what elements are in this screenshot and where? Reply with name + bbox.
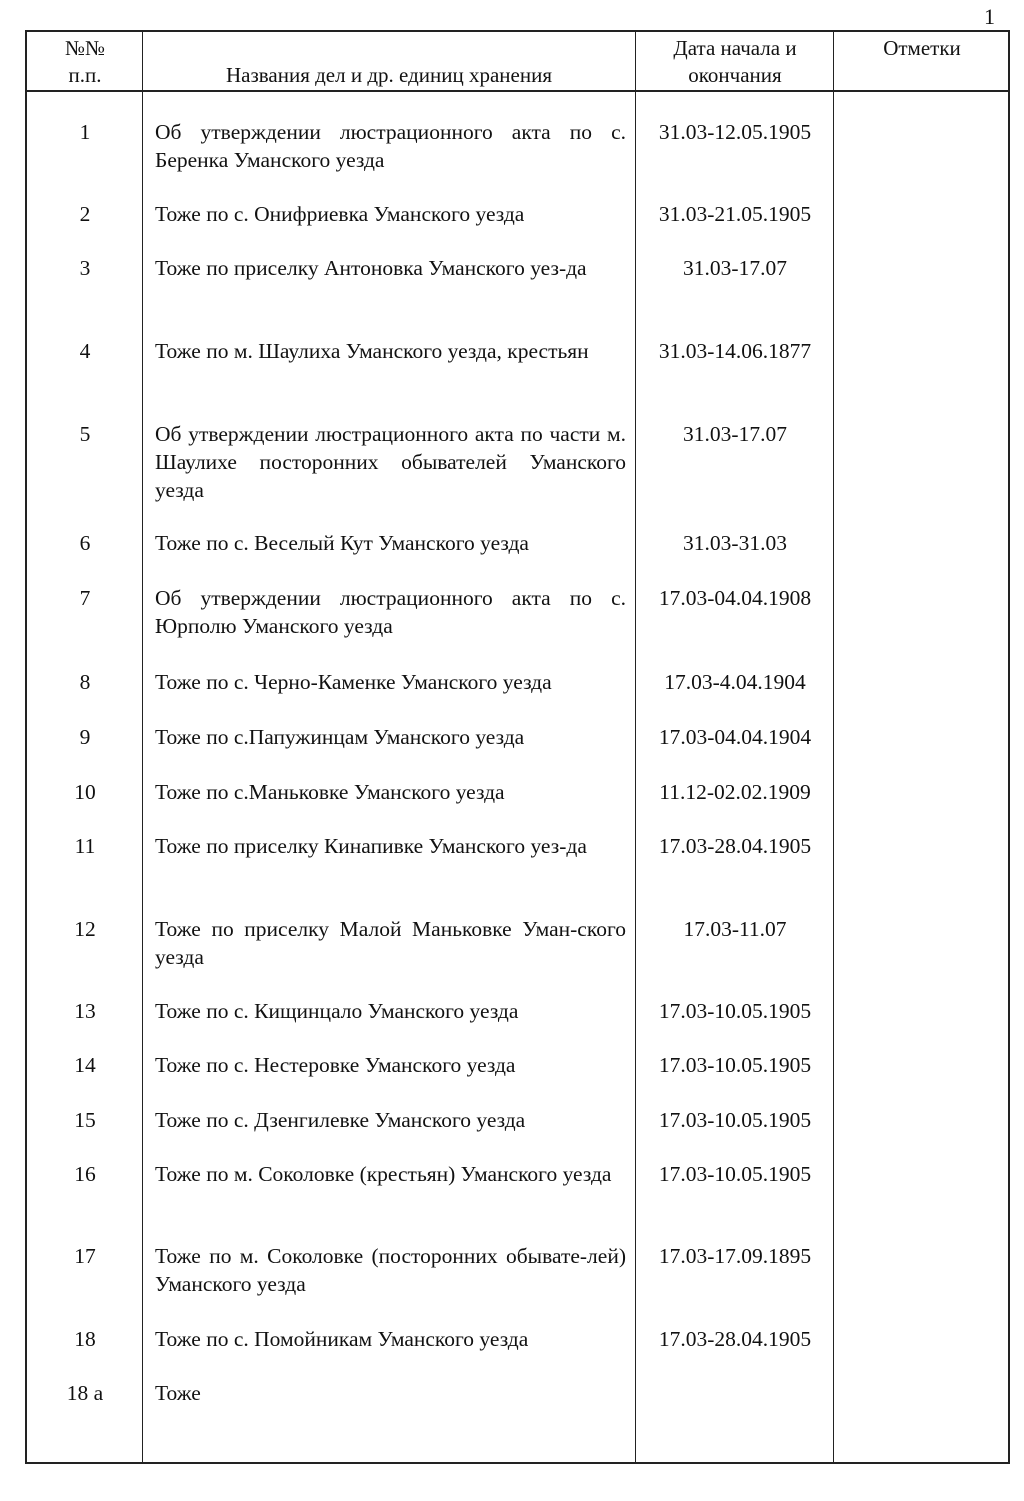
row-dates: 17.03-04.04.1908 [658,586,812,610]
row-dates: 17.03-10.05.1905 [658,1108,812,1132]
header-dates-line2: окончания [688,63,782,87]
row-title: Тоже по м. Соколовке (посторонних обывате-лей) Уманского уезда [155,1244,626,1296]
row-number: 18 [74,1327,96,1351]
row-dates: 17.03-28.04.1905 [658,1327,812,1351]
row-number: 2 [79,202,91,226]
row-number: 3 [79,256,91,280]
row-number: 4 [79,339,91,363]
row-title: Тоже [155,1381,201,1405]
row-dates: 17.03-11.07 [683,917,787,941]
row-title: Об утверждении люстрационного акта по части м. Шаулихе посторонних обывателей Уманского уезда [155,422,626,502]
row-title: Тоже по с.Папужинцам Уманского уезда [155,725,525,749]
row-dates: 17.03-10.05.1905 [658,1162,812,1186]
header-notes: Отметки [883,36,961,60]
row-title: Тоже по с. Помойникам Уманского уезда [155,1327,529,1351]
row-dates: 31.03-12.05.1905 [658,120,812,144]
row-number: 14 [74,1053,96,1077]
row-dates: 17.03-10.05.1905 [658,1053,812,1077]
inventory-table [25,30,1010,1464]
row-number: 5 [79,422,91,446]
row-dates: 11.12-02.02.1909 [659,780,811,804]
row-dates: 31.03-14.06.1877 [658,339,812,363]
row-number: 15 [74,1108,96,1132]
row-title: Тоже по с. Онифриевка Уманского уезда [155,202,525,226]
row-title: Тоже по с. Нестеровке Уманского уезда [155,1053,516,1077]
header-title: Названия дел и др. единиц хранения [226,63,552,87]
header-divider [27,90,1008,92]
row-number: 12 [74,917,96,941]
row-title: Тоже по с. Веселый Кут Уманского уезда [155,531,529,555]
row-dates: 17.03-4.04.1904 [664,670,806,694]
row-dates: 17.03-28.04.1905 [658,834,812,858]
page-number: 1 [984,4,995,29]
row-title: Об утверждении люстрационного акта по с. Беренка Уманского уезда [155,120,626,172]
row-title: Тоже по с. Черно-Каменке Уманского уезда [155,670,552,694]
header-number-line2: п.п. [68,63,102,87]
row-title: Тоже по м. Соколовке (крестьян) Уманского уезда [155,1162,612,1186]
row-title: Тоже по с.Маньковке Уманского уезда [155,780,505,804]
row-number: 16 [74,1162,96,1186]
row-dates: 31.03-17.07 [683,256,787,280]
row-title: Тоже по м. Шаулиха Уманского уезда, крестьян [155,339,589,363]
row-title: Тоже по с. Кищинцало Уманского уезда [155,999,519,1023]
row-title: Тоже по с. Дзенгилевке Уманского уезда [155,1108,526,1132]
row-title: Об утверждении люстрационного акта по с. Юрполю Уманского уезда [155,586,626,638]
row-number: 17 [74,1244,96,1268]
row-dates: 31.03-31.03 [683,531,787,555]
column-divider [635,32,636,1462]
row-title: Тоже по приселку Малой Маньковке Уман-ского уезда [155,917,626,969]
row-number: 8 [79,670,91,694]
row-number: 9 [79,725,91,749]
header-dates [636,35,834,89]
row-number: 11 [74,834,96,858]
row-number: 6 [79,531,91,555]
header-dates-line1: Дата начала и [673,36,797,60]
row-dates: 17.03-10.05.1905 [658,999,812,1023]
row-number: 18 а [66,1381,104,1405]
row-dates: 17.03-04.04.1904 [658,725,812,749]
row-dates: 31.03-17.07 [683,422,787,446]
header-number [27,35,143,89]
row-title: Тоже по приселку Антоновка Уманского уез-да [155,256,587,280]
row-number: 1 [79,120,91,144]
row-number: 7 [79,586,91,610]
row-dates: 17.03-17.09.1895 [658,1244,812,1268]
row-number: 13 [74,999,96,1023]
row-dates: 31.03-21.05.1905 [658,202,812,226]
column-divider [833,32,834,1462]
row-number: 10 [74,780,96,804]
row-title: Тоже по приселку Кинапивке Уманского уез-да [155,834,587,858]
header-number-line1: №№ [64,36,106,60]
